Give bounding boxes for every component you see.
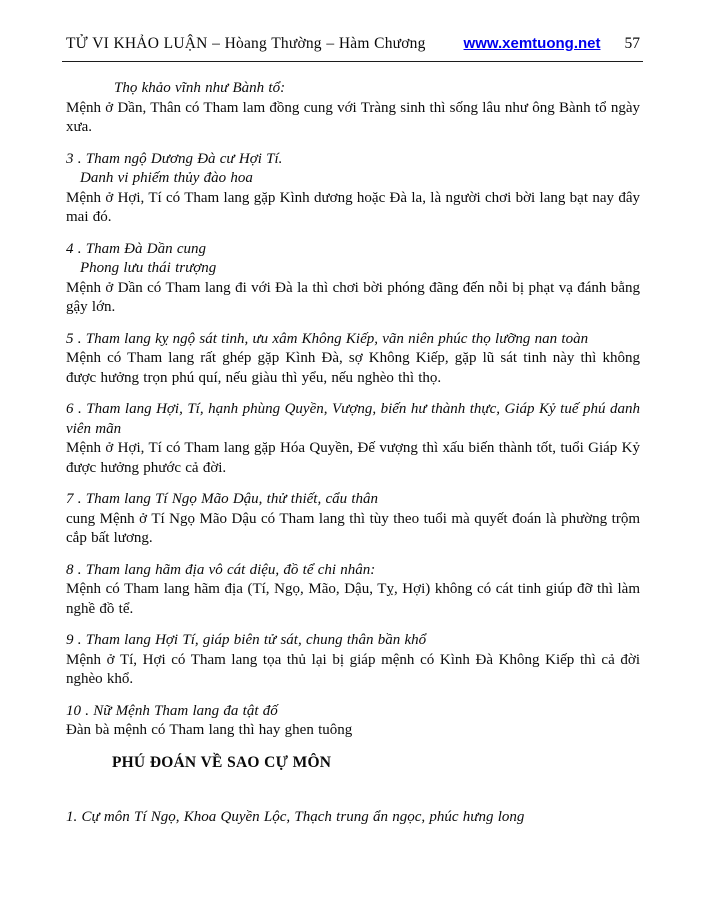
- header-right: [464, 34, 640, 54]
- verse-body: Mệnh ở Tí, Hợi có Tham lang tọa thủ lại bị giáp mệnh có Kình Đà Không Kiếp thì cả đời nghèo khổ.: [66, 651, 640, 688]
- verse-heading: 8 . Tham lang hãm địa vô cát diệu, đồ tể chi nhân:: [66, 561, 376, 578]
- verse-body: Mệnh ở Hợi, Tí có Tham lang gặp Hóa Quyền, Đế vượng thì xấu biến thành tốt, tuổi Giáp Kỷ được hưởng phước cả đời.: [66, 440, 640, 476]
- verse-section: [66, 631, 640, 690]
- verse-heading: Phong lưu thái trượng: [80, 260, 217, 277]
- verse-body: Đàn bà mệnh có Tham lang thì hay ghen tuông: [66, 722, 353, 739]
- verse-section: [66, 240, 640, 318]
- verse-section: [66, 150, 640, 228]
- closing-verse: 1. Cự môn Tí Ngọ, Khoa Quyền Lộc, Thạch trung ẩn ngọc, phúc hưng long: [66, 808, 525, 825]
- verse-heading: 10 . Nữ Mệnh Tham lang đa tật đố: [66, 702, 278, 719]
- verse-body: Mệnh ở Dần, Thân có Tham lam đồng cung với Tràng sinh thì sống lâu như ông Bành tổ ngày xưa.: [66, 99, 640, 136]
- verse-body: Mệnh ở Hợi, Tí có Tham lang gặp Kình dương hoặc Đà la, là người chơi bời lang bạt nay đây mai đó.: [66, 189, 640, 226]
- verse-heading: 7 . Tham lang Tí Ngọ Mão Dậu, thử thiết, cẩu thân: [66, 491, 379, 508]
- verse-section: [66, 400, 640, 478]
- verse-heading: 3 . Tham ngộ Dương Đà cư Hợi Tí.: [66, 150, 283, 167]
- page-number: 57: [624, 35, 640, 52]
- header-title: TỬ VI KHẢO LUẬN – Hòang Thường – Hàm Chương: [66, 35, 426, 52]
- verse-heading: 4 . Tham Đà Dần cung: [66, 240, 206, 257]
- website-link[interactable]: www.xemtuong.net: [463, 35, 601, 52]
- verse-body: cung Mệnh ở Tí Ngọ Mão Dậu có Tham lang thì tùy theo tuổi mà quyết đoán là phường trộm cắp bất lương.: [66, 510, 640, 547]
- section-title: PHÚ ĐOÁN VỀ SAO CỰ MÔN: [112, 753, 332, 771]
- verse-heading: Danh vi phiếm thủy đào hoa: [80, 170, 253, 187]
- verse-body: Mệnh có Tham lang rất ghép gặp Kình Đà, sợ Không Kiếp, gặp lũ sát tinh này thì không được hưởng trọn phú quí, nếu giàu thì yểu, nếu nghèo thì thọ.: [66, 350, 640, 386]
- header-rule: [62, 61, 643, 62]
- sections-container: [66, 79, 640, 741]
- verse-section: [66, 702, 640, 741]
- verse-section: [66, 561, 640, 620]
- verse-heading: Thọ khảo vĩnh như Bành tổ:: [114, 80, 286, 97]
- verse-heading: 5 . Tham lang kỵ ngộ sát tinh, ưu xâm Không Kiếp, vãn niên phúc thọ lưỡng nan toàn: [66, 330, 589, 347]
- verse-section: [66, 79, 640, 138]
- verse-section: [66, 330, 640, 389]
- verse-body: Mệnh ở Dần có Tham lang đi với Đà la thì chơi bời phóng đãng đến nỗi bị phạt vạ đánh bằng gậy lớn.: [66, 279, 640, 316]
- verse-heading: 9 . Tham lang Hợi Tí, giáp biên tử sát, chung thân bần khổ: [66, 632, 427, 649]
- verse-body: Mệnh có Tham lang hãm địa (Tí, Ngọ, Mão, Dậu, Tỵ, Hợi) không có cát tinh giúp đỡ thì làm nghề đồ tể.: [66, 581, 640, 617]
- verse-heading: 6 . Tham lang Hợi, Tí, hạnh phùng Quyền, Vượng, biến hư thành thực, Giáp Kỷ tuế phú danh viên mãn: [66, 401, 640, 437]
- page-header: [66, 34, 640, 54]
- verse-section: [66, 490, 640, 549]
